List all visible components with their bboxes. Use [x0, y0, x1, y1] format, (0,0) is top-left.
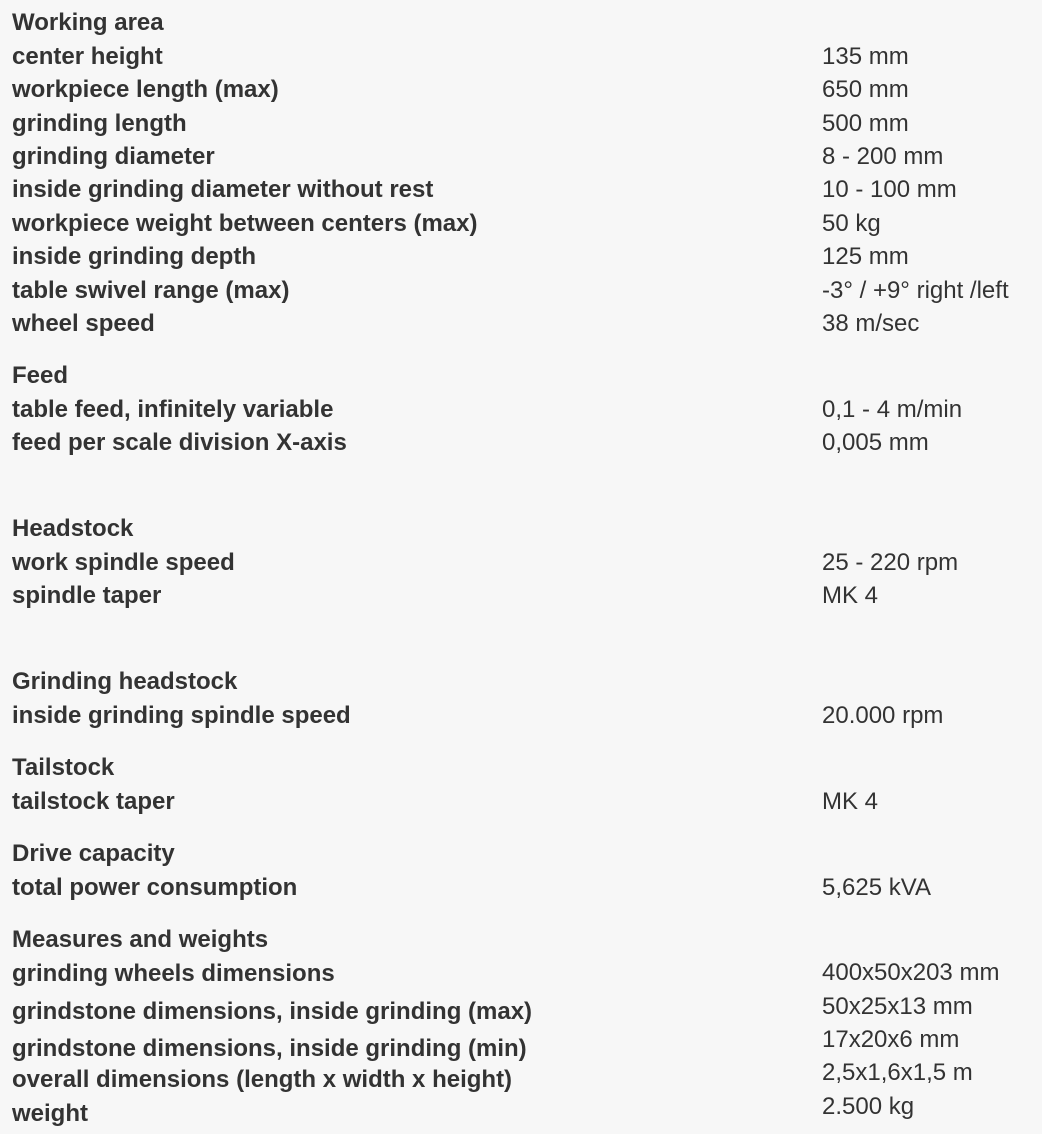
spec-label: grinding length: [12, 110, 187, 137]
spec-label: grindstone dimensions, inside grinding (max): [12, 998, 533, 1025]
spec-label: grindstone dimensions, inside grinding (min): [12, 1035, 527, 1062]
spec-value: 400x50x203 mm: [822, 959, 1000, 986]
spec-value: 2,5x1,6x1,5 m: [822, 1059, 973, 1086]
spec-value: 8 - 200 mm: [822, 143, 944, 170]
spec-value: MK 4: [822, 582, 879, 609]
spec-label: inside grinding diameter without rest: [12, 176, 434, 203]
section-heading-measures-and-weights: Measures and weights: [12, 926, 269, 953]
spec-label: inside grinding depth: [12, 243, 256, 270]
spec-value: 0,005 mm: [822, 429, 929, 456]
spec-value: 135 mm: [822, 43, 909, 70]
spec-label: wheel speed: [12, 310, 155, 337]
spec-value: 20.000 rpm: [822, 702, 944, 729]
spec-value: 125 mm: [822, 243, 909, 270]
section-heading-working-area: Working area: [12, 9, 164, 36]
section-heading-headstock: Headstock: [12, 515, 134, 542]
spec-value: MK 4: [822, 788, 879, 815]
spec-label: table feed, infinitely variable: [12, 396, 334, 423]
spec-value: 50x25x13 mm: [822, 993, 973, 1020]
spec-value: 17x20x6 mm: [822, 1026, 960, 1053]
spec-label: total power consumption: [12, 874, 298, 901]
section-heading-feed: Feed: [12, 362, 69, 389]
spec-value: 500 mm: [822, 110, 909, 137]
spec-label: grinding diameter: [12, 143, 215, 170]
section-heading-tailstock: Tailstock: [12, 754, 115, 781]
spec-value: 25 - 220 rpm: [822, 549, 959, 576]
spec-value: 10 - 100 mm: [822, 176, 957, 203]
spec-label: feed per scale division X-axis: [12, 429, 347, 456]
spec-label: center height: [12, 43, 163, 70]
spec-value: 38 m/sec: [822, 310, 920, 337]
spec-label: workpiece weight between centers (max): [12, 210, 478, 237]
spec-label: overall dimensions (length x width x height): [12, 1066, 513, 1093]
spec-label: workpiece length (max): [12, 76, 279, 103]
spec-label: tailstock taper: [12, 788, 175, 815]
spec-label: table swivel range (max): [12, 277, 290, 304]
spec-value: -3° / +9° right /left: [822, 277, 1009, 304]
spec-value: 2.500 kg: [822, 1093, 915, 1120]
spec-label: spindle taper: [12, 582, 162, 609]
spec-label: inside grinding spindle speed: [12, 702, 351, 729]
section-heading-grinding-headstock: Grinding headstock: [12, 668, 238, 695]
spec-value: 50 kg: [822, 210, 881, 237]
section-heading-drive-capacity: Drive capacity: [12, 840, 175, 867]
spec-value: 0,1 - 4 m/min: [822, 396, 963, 423]
spec-label: weight: [12, 1100, 88, 1127]
spec-label: grinding wheels dimensions: [12, 960, 335, 987]
spec-value: 650 mm: [822, 76, 909, 103]
spec-value: 5,625 kVA: [822, 874, 931, 901]
spec-label: work spindle speed: [12, 549, 235, 576]
